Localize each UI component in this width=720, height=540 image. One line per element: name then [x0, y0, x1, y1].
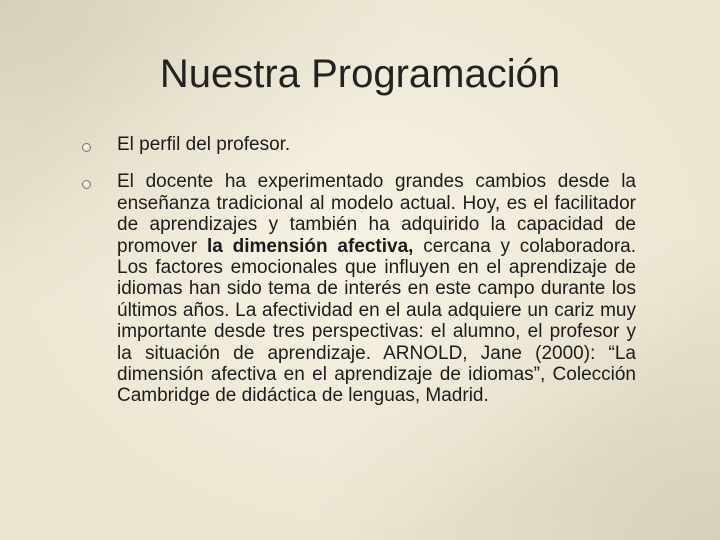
bullet-text: El perfil del profesor. — [117, 134, 291, 155]
bullet-text-before: El docente ha experimentado grandes cambios desde la enseñanza tradicional al modelo actual. Hoy, es el facilitador de aprendizajes y también ha adquirido la capacidad de promover — [117, 171, 636, 257]
bullet-list — [80, 134, 636, 407]
bullet-text-bold: la dimensión afectiva, — [207, 235, 414, 257]
bullet-circle-icon — [82, 143, 91, 152]
slide-title: Nuestra Programación — [159, 52, 561, 96]
bullet-item-description — [80, 171, 636, 406]
bullet-text-after: cercana y colaboradora. Los factores emocionales que influyen en el aprendizaje de idiomas han sido tema de interés en este campo durante los últimos años. La afectividad en el aula adquiere un cariz muy importante desde tres perspectivas: el alumno, el profesor y la situación de aprendizaje. ARNOLD, Jane (2000): “La dimensión afectiva en el aprendizaje de idiomas”, Colección Cambridge de didáctica de lenguas, Madrid. — [117, 235, 636, 407]
bullet-circle-icon — [82, 180, 91, 189]
bullet-item-profile — [80, 134, 636, 155]
